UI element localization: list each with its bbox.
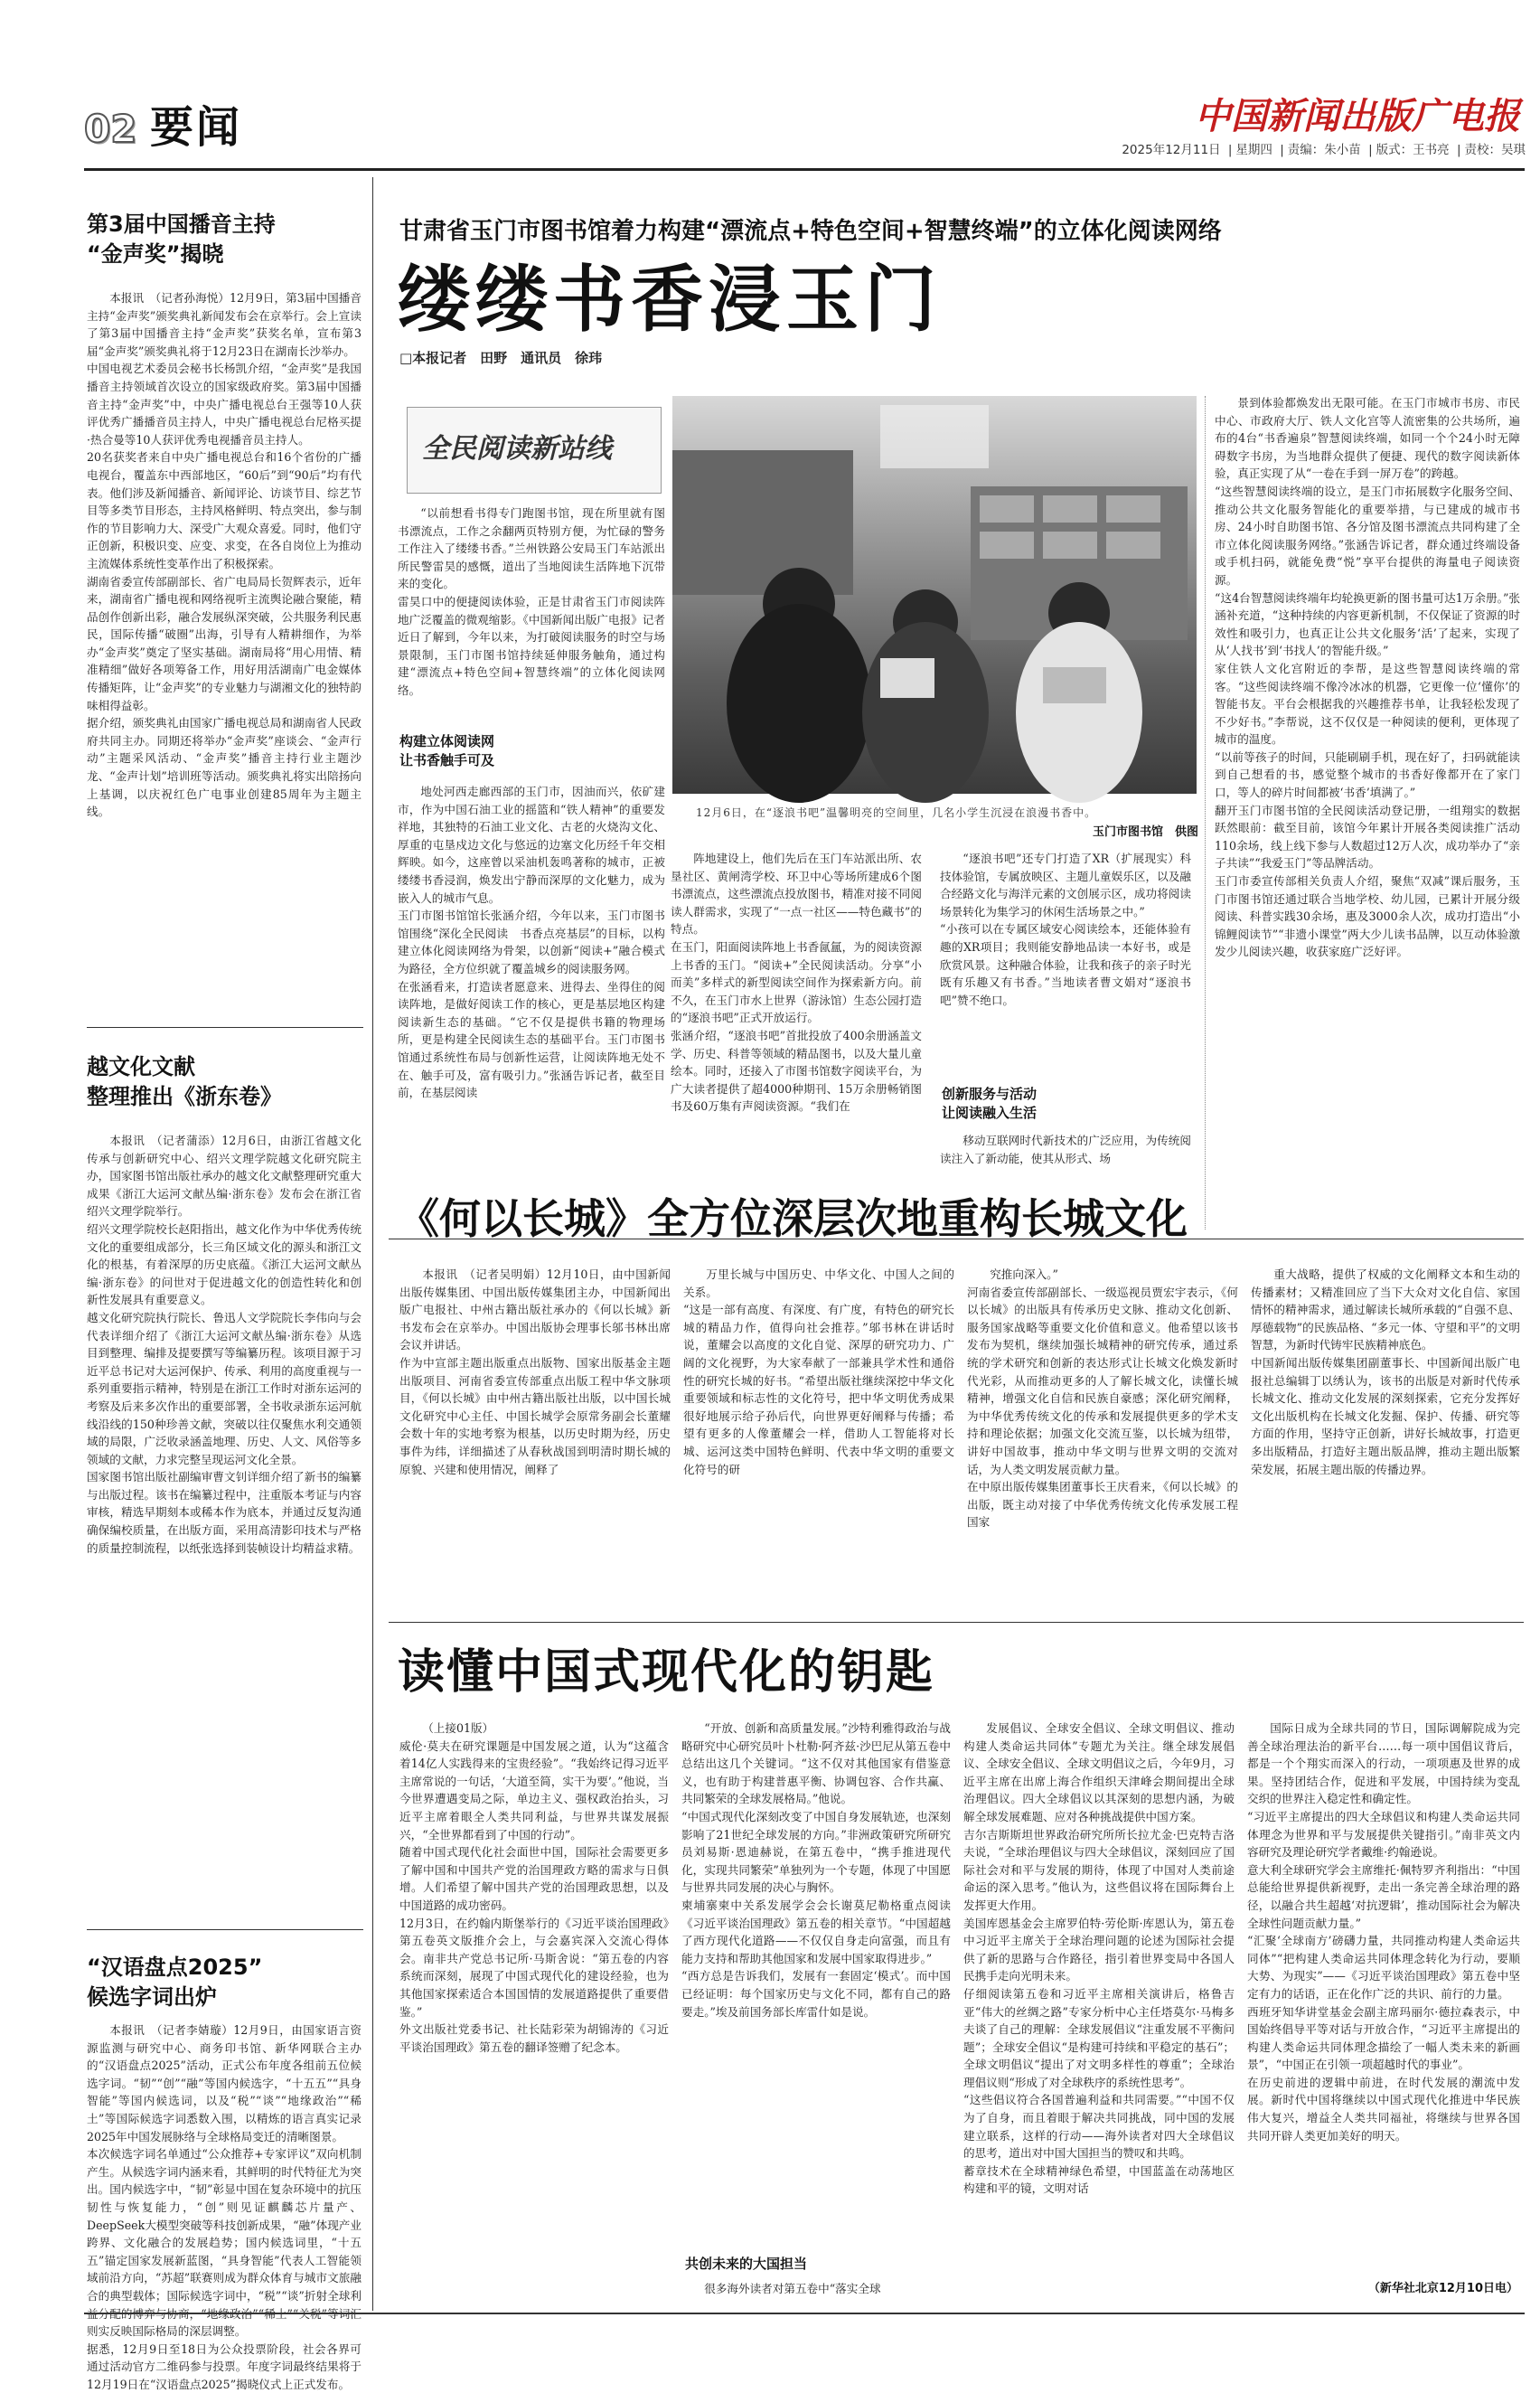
left-separator-2 xyxy=(87,1929,363,1930)
lead-photo xyxy=(672,396,1197,794)
page-number: 02 xyxy=(84,107,137,151)
article-col2: “开放、创新和高质量发展。”沙特利雅得政治与战略研究中心研究员叶卜杜勒·阿齐兹·沙巴尼从第五卷中总结出这几个关键词。“这不仅对其他国家有借鉴意义，也有助于构建普惠平衡、协调包容、合作共赢、共同繁荣的全球发展格局。”他说。 “中国式现代化深刻改变了中国自身发展轨迹，也深刻影响了21世纪全球发展的方向。”非洲政策研究所研究员刘易斯·恩迪赫说，在第五卷中，“携手推进现代化，实现共同繁荣”单独列为一个专题，体现了中国愿与世界共同发展的决心与胸怀。 柬埔寨柬中关系发展学会会长谢莫尼勒格重点阅读《习近平谈治国理政》第五卷的相关章节。“中国超越了西方现代化道路——不仅仅自身走向富强，而且有能力支持和帮助其他国家和发展中国家取得进步。” “西方总是告诉我们，发展有一套固定‘模式’。而中国已经证明：每个国家历史与文化不同，都有自己的路要走。”埃及前国务部长库雷什如是说。 xyxy=(681,1721,951,2019)
lead-col3b-text: 移动互联网时代新技术的广泛应用，为传统阅读注入了新动能，使其从形式、场 xyxy=(940,1134,1191,1165)
photo-credit: 玉门市图书馆 供图 xyxy=(1092,825,1198,839)
newspaper-logo: 中国新闻出版广电报 xyxy=(1195,95,1520,137)
column-logo xyxy=(407,407,662,494)
lead-col4-text: 景到体验都焕发出无限可能。在玉门市城市书房、市民中心、市政府大厅、铁人文化宫等人流密集的公共场所，遍布的4台“书香遍泉”智慧阅读终端，如同一个个24小时无障碍数字书房，为当地群众提供了便捷、现代的数字阅读新体验，真正实现了从“一卷在手到一屏万卷”的跨越。 “这些智慧阅读终端的设立，是玉门市拓展数字化服务空间、推动公共文化服务智能化的重要举措，与已建成的城市书房、24小时自助图书馆、各分馆及图书漂流点共同构建了全市立体化阅读服务网络。”张涵告诉记者，群众通过终端设备或手机扫码，就能免费“悦”享平台提供的海量电子阅读资源。 “这4台智慧阅读终端年均轮换更新的图书量可达1万余册。”张涵补充道，“这种持续的内容更新机制，不仅保证了资源的时效性和吸引力，也真正让公共文化服务‘活’了起来，实现了从‘人找书’到‘书找人’的智能升级。” 家住铁人文化宫附近的李帮，是这些智慧阅读终端的常客。“这些阅读终端不像冷冰冰的机器，它更像一位‘懂你’的智能书友。平台会根据我的兴趣推荐书单，让我轻松发现了不少好书。”李帮说，这不仅仅是一种阅读的便利，更体现了城市的温度。 “以前等孩子的时间，只能刷刷手机，现在好了，扫码就能读到自己想看的书，感觉整个城市的书香好像都开在了家门口，等人的碎片时间都被‘书香’填满了。” 翻开玉门市图书馆的全民阅读活动登记册，一组翔实的数据跃然眼前：截至目前，该馆今年累计开展各类阅读推广活动110余场，线上线下参与人数超过12万人次，成功举办了“亲子共读”“我爱玉门”等品牌活动。 玉门市委宣传部相关负责人介绍，聚焦“双减”课后服务，玉门市图书馆还通过联合当地学校、幼儿园，已累计开展分级阅读、科普实践30余场，惠及3000余人次，成功打造出“小锦鲤阅读节”“非遗小课堂”两大少儿读书品牌，以互动体验激发少儿阅读兴趣，收获家庭广泛好评。 xyxy=(1215,396,1520,959)
issue-date: 2025年12月11日 xyxy=(1122,143,1221,157)
lead-byline: □本报记者 田野 通讯员 徐玮 xyxy=(399,350,603,366)
lead-col3-text: “逐浪书吧”还专门打造了XR（扩展现实）科技体验馆，专属放映区、主题儿童娱乐区，以及融合经路文化与海洋元素的文创展示区，成功将阅读场景转化为集学习的休闲生活场景之中。” “小孩可以在专属区域安心阅读绘本，还能体验有趣的XR项目；我则能安静地品读一本好书，或是欣赏风景。这种融合体验，让我和孩子的亲子时光既有乐趣又有书香。”当地读者曹文娟对“逐浪书吧”赞不绝口。 xyxy=(940,852,1191,1007)
lead-col1b-text: 地处河西走廊西部的玉门市，因油而兴，依矿建市，作为中国石油工业的摇篮和“铁人精神”的重要发祥地，其独特的石油工业文化、古老的火烧沟文化、厚重的屯垦戍边文化与悠远的边塞文化历经千年交相辉映。如今，这座曾以采油机轰鸣著称的城市，正被缕缕书香浸润，焕发出宁静而深厚的文化魅力，成为嵌入人的城市气息。 玉门市图书馆馆长张涵介绍，今年以来，玉门市图书馆围绕“深化全民阅读 书香点亮基层”的目标，以构建立体化阅读网络为骨架，以创新“阅读+”融合模式为路径，全方位织就了覆盖城乡的阅读服务网。 在张涵看来，打造读者愿意来、进得去、坐得住的阅读阵地，是做好阅读工作的核心，更是基层地区构建阅读新生态的基础。“它不仅是提供书籍的物理场所，更是构建全民阅读生态的基础平台。玉门市图书馆通过系统性布局与创新性运营，让阅读阵地无处不在、触手可及，富有吸引力。”张涵告诉记者，截至目前，在基层阅读 xyxy=(398,785,665,1100)
article-body: 本报讯 （记者李婧璇）12月9日，由国家语言资源监测与研究中心、商务印书馆、新华网联合主办的“汉语盘点2025”活动，正式公布年度各组前五位候选字词。“韧”“创”“融”等国内候选字，“十五五”“具身智能”等国内候选词，以及“税”“谈”“地缘政治”“稀土”等国际候选字词悉数入围，以精炼的语言真实记录2025年中国发展脉络与全球格局变迁的清晰图景。 本次候选字词名单通过“公众推荐+专家评议”双向机制产生。从候选字词内涵来看，其鲜明的时代特征尤为突出。国内候选字中，“韧”彰显中国在复杂环境中的抗压韧性与恢复能力，“创”则见证麒麟芯片量产、DeepSeek大模型突破等科技创新成果，“融”体现产业跨界、文化融合的发展趋势；国内候选词里，“十五五”锚定国家发展新蓝图，“具身智能”代表人工智能领域前沿方向，“苏超”联赛则成为群众体育与城市文旅融合的典型载体；国际候选字词中，“税”“谈”折射全球利益分配的博弈与协商，“地缘政治”“稀土”“关税”等词汇则实反映国际格局的深层调整。 据悉，12月9日至18日为公众投票阶段，社会各界可通过活动官方二维码参与投票。年度字词最终结果将于12月19日在“汉语盘点2025”揭晓仪式上正式发布。 xyxy=(87,2023,362,2391)
article-headline: 读懂中国式现代化的钥匙 xyxy=(398,1644,935,1700)
lead-col2-text: 阵地建设上，他们先后在玉门车站派出所、农垦社区、黄闸湾学校、环卫中心等场所建成6个图书漂流点，这些漂流点投放图书，精准对接不同阅读人群需求，实现了“一点一社区——特色藏书”的特点。 在玉门，阳面阅读阵地上书香氤氲，为的阅读资源上书香的玉门。“阅读+”全民阅读活动。分享“小而美”多样式的新型阅读空间作为探索新方向。前不久，在玉门市水上世界（游泳馆）生态公园打造的“逐浪书吧”正式开放运行。 张涵介绍，“逐浪书吧”首批投放了400余册涵盖文学、历史、科普等领域的精品图书，以及大量儿童绘本。同时，还接入了市图书馆数字阅读平台，为广大读者提供了超4000种期刊、15万余册畅销图书及60万集有声阅读资源。“我们在 xyxy=(671,852,922,1114)
separator-greatwall xyxy=(389,1622,1524,1623)
section-name: 要闻 xyxy=(150,102,243,153)
lead-subhead-1: 构建立体阅读网 让书香触手可及 xyxy=(399,733,495,768)
article-headline: 《何以长城》全方位深层次地重构长城文化 xyxy=(398,1194,1188,1243)
article-col3: 究推向深入。” 河南省委宣传部副部长、一级巡视员贾宏宇表示，《何以长城》的出版具有传承历史文脉、推动文化创新、服务国家战略等重要文化价值和意义。他希望以该书发布为契机，继续加强长城精神的研究传承，通过系统的学术研究和创新的表达形式让长城文化焕发新时代光彩，从而推动更多的人了解长城文化，读懂长城精神，增强文化自信和民族自豪感；深化研究阐释，为中华优秀传统文化的传承和发展提供更多的学术支持和理论依据；加强文化交流互鉴，以长城为纽带，讲好中国故事，推动中华文明与世界文明的交流对话，为人类文明发展贡献力量。 在中原出版传媒集团董事长王庆看来，《何以长城》的出版，既主动对接了中华优秀传统文化传承发展工程国家 xyxy=(967,1267,1238,1530)
article-subhead: 共创未来的大国担当 xyxy=(685,2256,808,2272)
lead-col1-text: “以前想看书得专门跑图书馆，现在所里就有图书漂流点，工作之余翻两页特别方便，为忙碌的警务工作注入了缕缕书香。”兰州铁路公安局玉门车站派出所民警雷昊的感慨，道出了当地阅读生活阵地下沉带来的变化。 雷昊口中的便捷阅读体验，正是甘肃省玉门市阅读阵地广泛覆盖的微观缩影。《中国新闻出版广电报》记者近日了解到，今年以来，为打破阅读服务的时空与场景限制，玉门市图书馆持续延伸服务触角，通过构建“漂流点+特色空间+智慧终端”的立体化阅读网络。 xyxy=(398,506,665,697)
article-body: 本报讯 （记者蒲添）12月6日，由浙江省越文化传承与创新研究中心、绍兴文理学院越文化研究院主办，国家图书馆出版社承办的越文化文献整理研究重大成果《浙江大运河文献丛编·浙东卷》发布会在浙江省绍兴文理学院举行。 绍兴文理学院校长赵阳指出，越文化作为中华优秀传统文化的重要组成部分，长三角区域文化的源头和浙江文化的根基，有着深厚的历史底蕴。《浙江大运河文献丛编·浙东卷》的问世对于促进越文化的创造性转化和创新性发展具有重要意义。 越文化研究院执行院长、鲁迅人文学院院长李伟向与会代表详细介绍了《浙江大运河文献丛编·浙东卷》从选目到整理、编排及提要撰写等编纂历程。该项目源于习近平总书记对大运河保护、传承、利用的高度重视与一系列重要指示精神，特别是在浙江工作时对浙东运河的考察及后来多次作出的重要部署，全书收录浙东运河航线沿线的150种珍善文献，突破以往仅聚焦水利交通领域的局限，广泛收录涵盖地理、历史、人文、风俗等多领域的文献，力求完整呈现运河文化全景。 国家图书馆出版社副编审曹文钊详细介绍了新书的编纂与出版过程。该书在编纂过程中，注重版本考证与内容审核，精选早期刻本或稀本作为底本，并通过反复沟通确保编校质量，在出版方面，采用高清影印技术与严格的质量控制流程，以纸张选择到装帧设计均精益求精。 xyxy=(87,1134,362,1555)
article-col1: （上接01版） 威伦·莫夫在研究课题是中国发展之道，认为“这蕴含着14亿人实践得来的宝贵经验”。“我始终记得习近平主席常说的一句话，‘大道至简，实干为要’。”他说，当今世界遭遇变局之际，单边主义、强权政治抬头，习近平主席着眼全人类共同利益，与世界共谋发展振兴，“全世界都看到了中国的行动”。 随着中国式现代化社会面世中国，国际社会需要更多了解中国和中国共产党的治国理政方略的需求与日俱增。人们希望了解中国共产党的治国理政思想，以及中国道路的成功密码。 12月3日，在约翰内斯堡举行的《习近平谈治国理政》第五卷英文版推介会上，与会嘉宾深入交流心得体会。南非共产党总书记所·马斯舍说：“第五卷的内容系统而深刻，展现了中国式现代化的建设经验，也为其他国家探索适合本国国情的发展道路提供了重要借鉴。” 外文出版社党委书记、社长陆彩荣为胡锦涛的《习近平谈治国理政》第五卷的翻译签赠了纪念本。 xyxy=(399,1721,669,2054)
article-col2b: 很多海外读者对第五卷中“落实全球 xyxy=(704,2282,881,2295)
article-title: 越文化文献 整理推出《浙东卷》 xyxy=(87,1054,282,1109)
column-logo-text: 全民阅读新站线 xyxy=(422,433,612,465)
left-separator-1 xyxy=(87,1027,363,1028)
proofreader-credit: 责校：吴琪 xyxy=(1464,143,1526,157)
article-body: 本报讯 （记者孙海悦）12月9日，第3届中国播音主持“金声奖”颁奖典礼新闻发布会在京举行。会上宣读了第3届中国播音主持“金声奖”获奖名单，宣布第3届“金声奖”颁奖典礼将于12月23日在湖南长沙举办。 中国电视艺术委员会秘书长杨凯介绍，“金声奖”是我国播音主持领域首次设立的国家级政府奖。第3届中国播音主持“金声奖”中，中央广播电视总台王强等10人获评优秀广播播音员主持人，中央广播电视总台尼格买提·热合曼等10人获评优秀电视播音员主持人。 20名获奖者来自中央广播电视总台和16个省份的广播电视台，覆盖东中西部地区，“60后”到“90后”均有代表。他们涉及新闻播音、新闻评论、访谈节目、综艺节目等多类节目形态，主持风格鲜明、特点突出，参与制作的节目影响力大、深受广大观众喜爱。同时，他们守正创新，积极识变、应变、求变，在各自岗位上为推动主流媒体系统性变革作出了积极探索。 湖南省委宣传部副部长、省广电局局长贺辉表示，近年来，湖南省广播电视和网络视听主流舆论融合聚能，精品创作创新出彩，融合发展纵深突破，公共服务利民惠民，国际传播“破圈”出海，引导有人精耕细作，为举办“金声奖”奠定了坚实基础。湖南局将“用心用情、精准精细”做好各项筹备工作，用好用活湖南广电金媒体传播矩阵，让“金声奖”的专业魅力与湖湘文化的独特韵味相得益彰。 据介绍，颁奖典礼由国家广播电视总局和湖南省人民政府共同主办。同期还将举办“金声奖”座谈会、“金声行动”主题采风活动、“金声奖”播音主持行业主题沙龙、“金声计划”培训班等活动。颁奖典礼将实出陪扬向上基调，以庆祝红色广电事业创建85周年为主题主线。 xyxy=(87,291,362,819)
article-title: 第3届中国播音主持 “金声奖”揭晓 xyxy=(87,212,276,267)
article-title: “汉语盘点2025” 候选字词出炉 xyxy=(87,1955,263,2010)
issue-info: 2025年12月11日 | 星期四 | 责编：朱小苗 | 版式：王书亮 | 责校：吴琪 xyxy=(1122,143,1526,157)
footer-rule xyxy=(84,2313,1525,2314)
lead-subhead-2: 创新服务与活动 让阅读融入生活 xyxy=(942,1086,1038,1121)
article-credit: （新华社北京12月10日电） xyxy=(1367,2282,1518,2295)
editor-credit: 责编：朱小苗 xyxy=(1287,143,1361,157)
lead-headline: 缕缕书香浸玉门 xyxy=(398,257,942,342)
designer-credit: 版式：王书亮 xyxy=(1376,143,1450,157)
lead-col4-divider xyxy=(1205,396,1206,1229)
article-col1: 本报讯 （记者吴明娟）12月10日，由中国新闻出版传媒集团、中国出版传媒集团主办，中国新闻出版广电报社、中州古籍出版社承办的《何以长城》新书发布会在京举办。中国出版协会理事长邬书林出席会议并讲话。 作为中宣部主题出版重点出版物、国家出版基金主题出版项目、河南省委宣传部重点出版工程中华文脉项目，《何以长城》由中州古籍出版社出版，以中国长城文化研究中心主任、中国长城学会原常务副会长董耀会数十年的实地考察为根基，以历史时期为经，历史事件为纬，详细描述了从春秋战国到明清时期长城的原貌、兴建和使用情况，阐释了 xyxy=(399,1267,671,1476)
article-col4: 重大战略，提供了权威的文化阐释文本和生动的传播素材；又精准回应了当下大众对文化自信、家国情怀的精神需求，通过解读长城所承载的“自强不息、厚德载物”的民族品格、“多元一体、守望和平”的文明智慧，为新时代铸牢民族精神底色。 中国新闻出版传媒集团副董事长、中国新闻出版广电报社总编辑丁以绣认为，该书的出版是对新时代传承长城文化、推动文化发展的深刻探索，它充分发挥好文化出版机构在长城文化发掘、保护、传播、研究等方面的作用，坚持守正创新，讲好长城故事，打造更多出版精品，打造好主题出版品牌，推动主题出版繁荣发展，拓展主题出版的传播边界。 xyxy=(1251,1267,1520,1476)
photo-caption: 12月6日，在“逐浪书吧”温馨明亮的空间里，几名小学生沉浸在浪漫书香中。 xyxy=(696,806,1097,819)
photo-illustration xyxy=(672,396,1197,794)
issue-weekday: 星期四 xyxy=(1235,143,1272,157)
article-col2: 万里长城与中国历史、中华文化、中国人之间的关系。 “这是一部有高度、有深度、有广度，有特色的研究长城的精品力作，值得向社会推荐。”邬书林在讲话时说，董耀会以高度的文化自觉、深厚的研究功力、广阔的文化视野，为大家奉献了一部兼具学术性和通俗性的研究长城的好书。“希望出版社继续深挖中华文化重要领域和标志性的文化符号，把中华文明优秀成果很好地展示给子孙后代，向世界更好阐释与传播；希望有更多的人像董耀会一样，借助人工智能将对长城、运河这类中国特色鲜明、代表中华文明的重要文化符号的研 xyxy=(683,1267,954,1476)
article-col3: 发展倡议、全球安全倡议、全球文明倡议、推动构建人类命运共同体”专题尤为关注。继全球发展倡议、全球安全倡议、全球文明倡议之后，今年9月，习近平主席在出席上海合作组织天津峰会期间提出全球治理倡议。四大全球倡议以其深刻的思想内涵，为破解全球发展难题、应对各种挑战提供中国方案。 吉尔吉斯斯坦世界政治研究所所长拉尤金·巴克特吉洛夫说，“全球治理倡议与四大全球倡议，深刻回应了国际社会对和平与发展的期待，体现了中国对人类前途命运的深入思考。”他认为，这些倡议将在国际舞台上发挥更大作用。 美国库恩基金会主席罗伯特·劳伦斯·库恩认为，第五卷中习近平主席关于全球治理问题的论述为国际社会提供了新的思路与合作路径，指引着世界变局中各国人民携手走向光明未来。 仔细阅读第五卷和习近平主席相关演讲后，格鲁吉亚“伟大的丝绸之路”专家分析中心主任塔莫尔·马梅多夫谈了自己的理解：全球发展倡议“注重发展不平衡问题”；全球安全倡议“是构建可持续和平稳定的基石”；全球文明倡议“提出了对文明多样性的尊重”；全球治理倡议则“形成了对全球秩序的系统性思考”。 “这些倡议符合各国普遍利益和共同需要。”“中国不仅为了自身，而且着眼于解决共同挑战，同中国的发展建立联系，这样的行动——海外读者对四大全球倡议的思考，道出对中国大国担当的赞叹和共鸣。 蓄章技术在全球精神绿色希望，中国蓝盖在动荡地区构建和平的镜，文明对话 xyxy=(963,1721,1235,2196)
lead-kicker: 甘肃省玉门市图书馆着力构建“漂流点+特色空间+智慧终端”的立体化阅读网络 xyxy=(399,218,1222,245)
left-column-divider xyxy=(372,177,373,2311)
header-rule xyxy=(84,168,1525,171)
article-col4: 国际日成为全球共同的节日，国际调解院成为完善全球治理法治的新平台……每一项中国倡议背后，都是一个个翔实而深入的行动，一项项惠及世界的成果。坚持团结合作，促进和平发展，中国持续为变乱交织的世界注入稳定性和确定性。 “习近平主席提出的四大全球倡议和构建人类命运共同体理念为世界和平与发展提供关键指引。”南非英文内容研究及理论研究学者戴维·约翰逊说。 意大利全球研究学会主席维托·佩特罗齐利指出：“中国总能给世界提供新视野，走出一条完善全球治理的路径，以融合共生超越‘对抗逻辑’，推动国际社会为解决全球性问题贡献力量。” “汇聚‘全球南方’磅礴力量，共同推动构建人类命运共同体”“把构建人类命运共同体理念转化为行动，要顺大势、为现实”——《习近平谈治国理政》第五卷中坚定有力的话语，正在化作广泛的共识、前行的力量。 西班牙知华讲堂基金会副主席玛丽尔·德拉森表示，中国始终倡导平等对话与开放合作，“习近平主席提出的构建人类命运共同体理念描绘了一幅人类未来的新画景”，“中国正在引领一项超越时代的事业”。 在历史前进的逻辑中前进，在时代发展的潮流中发展。新时代中国将继续以中国式现代化推进中华民族伟大复兴，增益全人类共同福祉，将继续与世界各国共同开辟人类更加美好的明天。 xyxy=(1247,1721,1520,2143)
